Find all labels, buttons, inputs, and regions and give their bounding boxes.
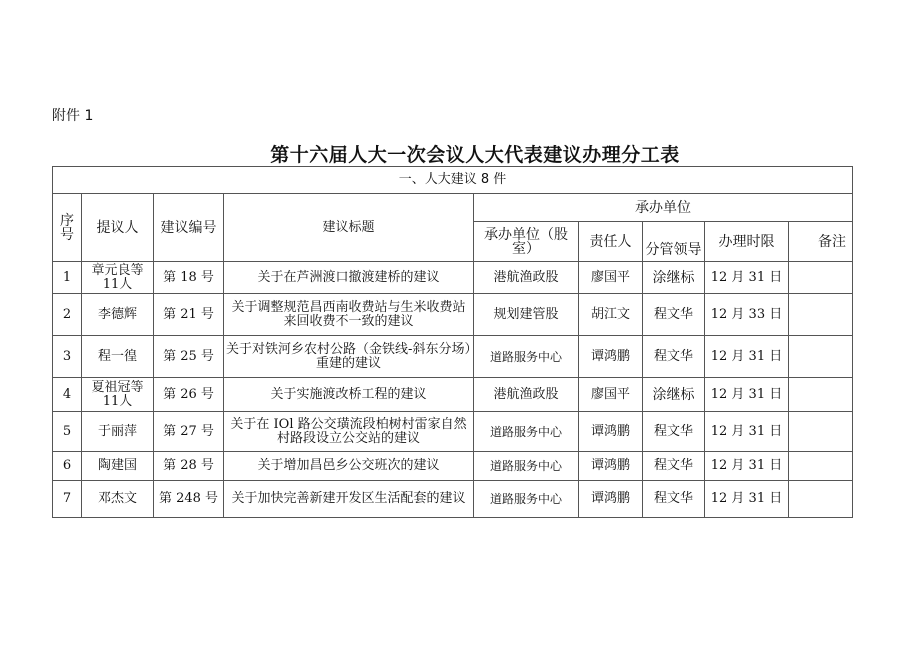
cell-deadline: 12 月 31 日: [705, 412, 789, 452]
header-proposer: 提议人: [82, 194, 154, 262]
cell-remarks: [789, 294, 853, 336]
cell-proposer: 陶建国: [82, 452, 154, 481]
cell-subject: 关于增加昌邑乡公交班次的建议: [224, 452, 474, 481]
cell-number: 第 248 号: [154, 481, 224, 518]
cell-deadline: 12 月 31 日: [705, 336, 789, 378]
cell-proposer: 邓杰文: [82, 481, 154, 518]
cell-subject: 关于在 IOl 路公交璜流段柏树村雷家自然村路段设立公交站的建议: [224, 412, 474, 452]
header-leader: 分管领导: [643, 222, 705, 262]
cell-remarks: [789, 336, 853, 378]
header-undertaking-group: 承办单位: [474, 194, 853, 222]
cell-leader: 程文华: [643, 452, 705, 481]
cell-deadline: 12 月 31 日: [705, 262, 789, 294]
cell-leader: 涂继标: [643, 262, 705, 294]
cell-subject: 关于调整规范昌西南收费站与生米收费站来回收费不一致的建议: [224, 294, 474, 336]
cell-remarks: [789, 262, 853, 294]
cell-number: 第 27 号: [154, 412, 224, 452]
cell-unit: 规划建管股: [474, 294, 579, 336]
cell-remarks: [789, 378, 853, 412]
header-responsible: 责任人: [579, 222, 643, 262]
cell-leader: 程文华: [643, 336, 705, 378]
cell-responsible: 廖国平: [579, 378, 643, 412]
cell-remarks: [789, 412, 853, 452]
cell-seq: 3: [53, 336, 82, 378]
cell-leader: 程文华: [643, 412, 705, 452]
table-row: [53, 412, 853, 452]
header-row-1: [53, 194, 853, 222]
cell-number: 第 26 号: [154, 378, 224, 412]
header-undertaking-unit: 承办单位（股室）: [474, 222, 579, 262]
cell-subject: 关于加快完善新建开发区生活配套的建议: [224, 481, 474, 518]
cell-number: 第 18 号: [154, 262, 224, 294]
cell-seq: 2: [53, 294, 82, 336]
cell-leader: 程文华: [643, 294, 705, 336]
cell-remarks: [789, 481, 853, 518]
cell-responsible: 谭鸿鹏: [579, 481, 643, 518]
cell-remarks: [789, 452, 853, 481]
assignment-table: [52, 166, 853, 518]
cell-unit: 港航渔政股: [474, 262, 579, 294]
cell-proposer: 章元良等11人: [82, 262, 154, 294]
cell-responsible: 谭鸿鹏: [579, 336, 643, 378]
cell-deadline: 12 月 31 日: [705, 378, 789, 412]
cell-subject: 关于在芦洲渡口撤渡建桥的建议: [224, 262, 474, 294]
cell-responsible: 胡江文: [579, 294, 643, 336]
table-row: [53, 452, 853, 481]
cell-seq: 4: [53, 378, 82, 412]
cell-leader: 涂继标: [643, 378, 705, 412]
table-row: [53, 378, 853, 412]
table-row: [53, 294, 853, 336]
cell-proposer: 李德辉: [82, 294, 154, 336]
cell-unit: 道路服务中心: [474, 336, 579, 378]
cell-deadline: 12 月 33 日: [705, 294, 789, 336]
table-row: [53, 336, 853, 378]
header-seq: 序号: [53, 194, 82, 262]
section-heading: 一、人大建议 8 件: [53, 167, 853, 194]
cell-proposer: 夏祖冠等11人: [82, 378, 154, 412]
document-title: 第十六届人大一次会议人大代表建议办理分工表: [270, 144, 680, 166]
cell-subject: 关于实施渡改桥工程的建议: [224, 378, 474, 412]
header-subject: 建议标题: [224, 194, 474, 262]
cell-proposer: 程一徨: [82, 336, 154, 378]
cell-number: 第 28 号: [154, 452, 224, 481]
cell-unit: 港航渔政股: [474, 378, 579, 412]
cell-deadline: 12 月 31 日: [705, 481, 789, 518]
cell-subject: 关于对铁河乡农村公路（金铁线-斜东分场）重建的建议: [224, 336, 474, 378]
cell-proposer: 于丽萍: [82, 412, 154, 452]
cell-responsible: 谭鸿鹏: [579, 412, 643, 452]
cell-seq: 7: [53, 481, 82, 518]
cell-responsible: 廖国平: [579, 262, 643, 294]
cell-seq: 1: [53, 262, 82, 294]
cell-unit: 道路服务中心: [474, 452, 579, 481]
section-row: [53, 167, 853, 194]
cell-leader: 程文华: [643, 481, 705, 518]
header-remarks: 备注: [789, 222, 853, 262]
cell-unit: 道路服务中心: [474, 481, 579, 518]
cell-responsible: 谭鸿鹏: [579, 452, 643, 481]
cell-seq: 6: [53, 452, 82, 481]
cell-deadline: 12 月 31 日: [705, 452, 789, 481]
table-row: [53, 481, 853, 518]
header-number: 建议编号: [154, 194, 224, 262]
cell-number: 第 25 号: [154, 336, 224, 378]
cell-number: 第 21 号: [154, 294, 224, 336]
cell-seq: 5: [53, 412, 82, 452]
cell-unit: 道路服务中心: [474, 412, 579, 452]
header-deadline: 办理时限: [705, 222, 789, 262]
table-row: [53, 262, 853, 294]
attachment-label: 附件 1: [52, 108, 94, 124]
